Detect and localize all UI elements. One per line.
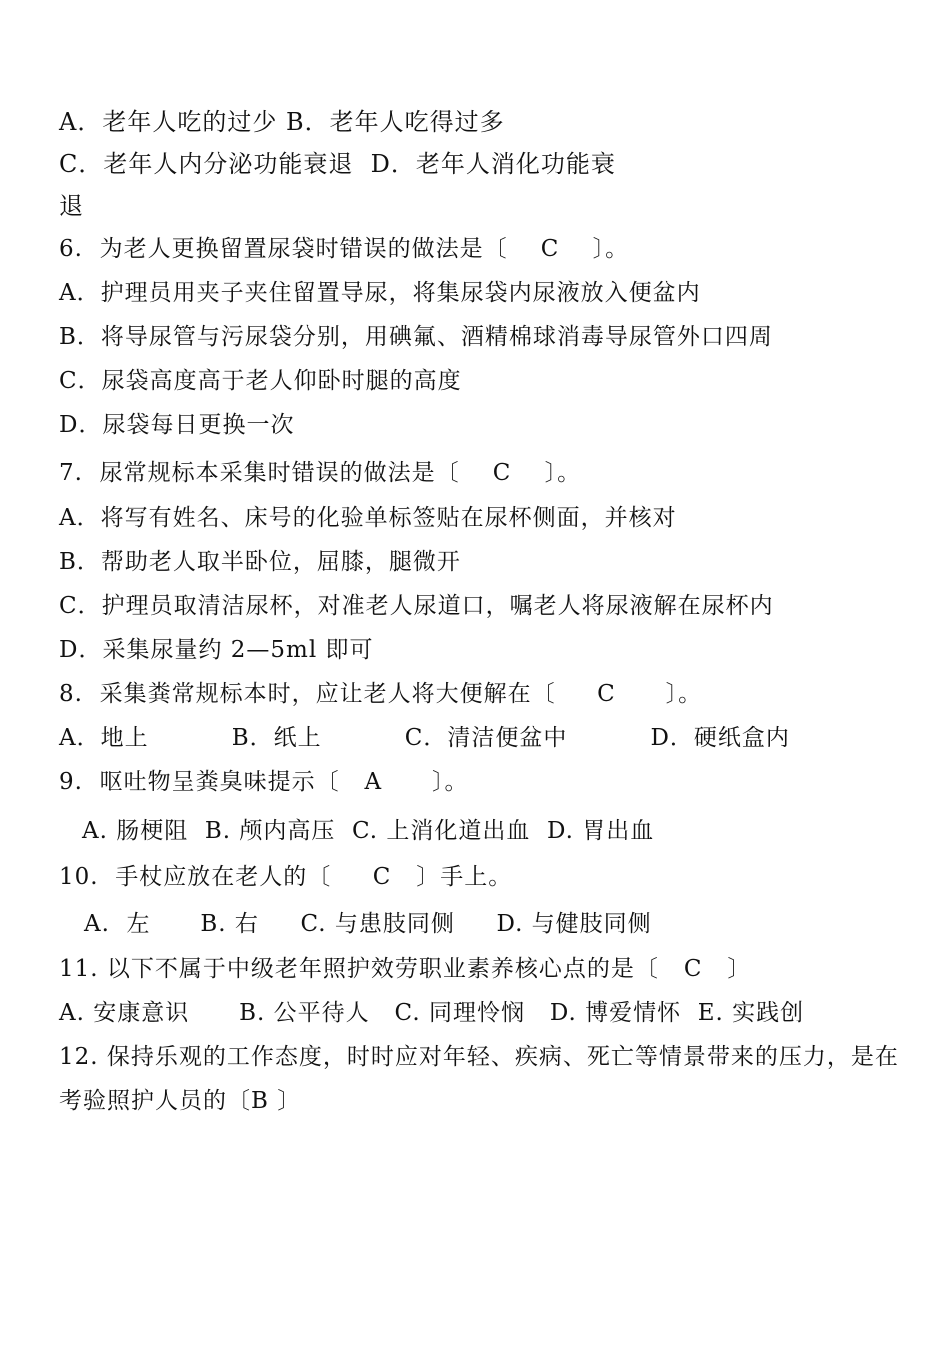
question-6: 6. 为老人更换留置尿袋时错误的做法是〔 C 〕。: [59, 236, 630, 262]
q10-options: A. 左 B. 右 C. 与患肢同侧 D. 与健肢同侧: [84, 911, 652, 937]
q7-option-c: C．护理员取清洁尿杯，对准老人尿道口，嘱老人将尿液解在尿杯内: [59, 593, 774, 619]
q5-option-line-cd: C．老年人内分泌功能衰退 D．老年人消化功能衰: [59, 150, 616, 178]
q6-option-d: D．尿袋每日更换一次: [59, 412, 295, 438]
q7-option-b: B．帮助老人取半卧位，屈膝，腿微开: [59, 549, 461, 575]
question-12: 12. 保持乐观的工作态度，时时应对年轻、疾病、死亡等情景带来的压力，是在: [59, 1044, 899, 1070]
question-9: 9. 呕吐物呈粪臭味提示〔 A 〕。: [59, 769, 469, 795]
q8-options: A．地上 B．纸上 C．清洁便盆中 D．硬纸盒内: [59, 725, 790, 751]
question-11: 11. 以下不属于中级老年照护效劳职业素养核心点的是〔 C 〕: [59, 956, 752, 982]
question-8: 8. 采集粪常规标本时，应让老人将大便解在〔 C 〕。: [59, 681, 703, 707]
q6-option-c: C．尿袋高度高于老人仰卧时腿的高度: [59, 368, 462, 394]
q5-option-line-wrap: 退: [59, 192, 84, 220]
q11-options: A. 安康意识 B. 公平待人 C. 同理怜悯 D. 博爱情怀 E. 实践创: [59, 1000, 805, 1026]
q9-options: A. 肠梗阻 B. 颅内高压 C. 上消化道出血 D. 胃出血: [82, 818, 655, 844]
q6-option-b: B．将导尿管与污尿袋分别，用碘氟、酒精棉球消毒导尿管外口四周: [59, 324, 773, 350]
q7-option-a: A．将写有姓名、床号的化验单标签贴在尿杯侧面，并核对: [59, 505, 677, 531]
q5-option-line-ab: A．老年人吃的过少 B．老年人吃得过多: [59, 108, 505, 136]
q7-option-d: D．采集尿量约 2—5ml 即可: [59, 637, 374, 663]
q6-option-a: A．护理员用夹子夹住留置导尿，将集尿袋内尿液放入便盆内: [59, 280, 701, 306]
question-10: 10. 手杖应放在老人的〔 C 〕手上。: [59, 864, 513, 890]
question-7: 7. 尿常规标本采集时错误的做法是〔 C 〕。: [59, 460, 582, 486]
question-12-continued: 考验照护人员的〔B 〕: [59, 1088, 302, 1114]
